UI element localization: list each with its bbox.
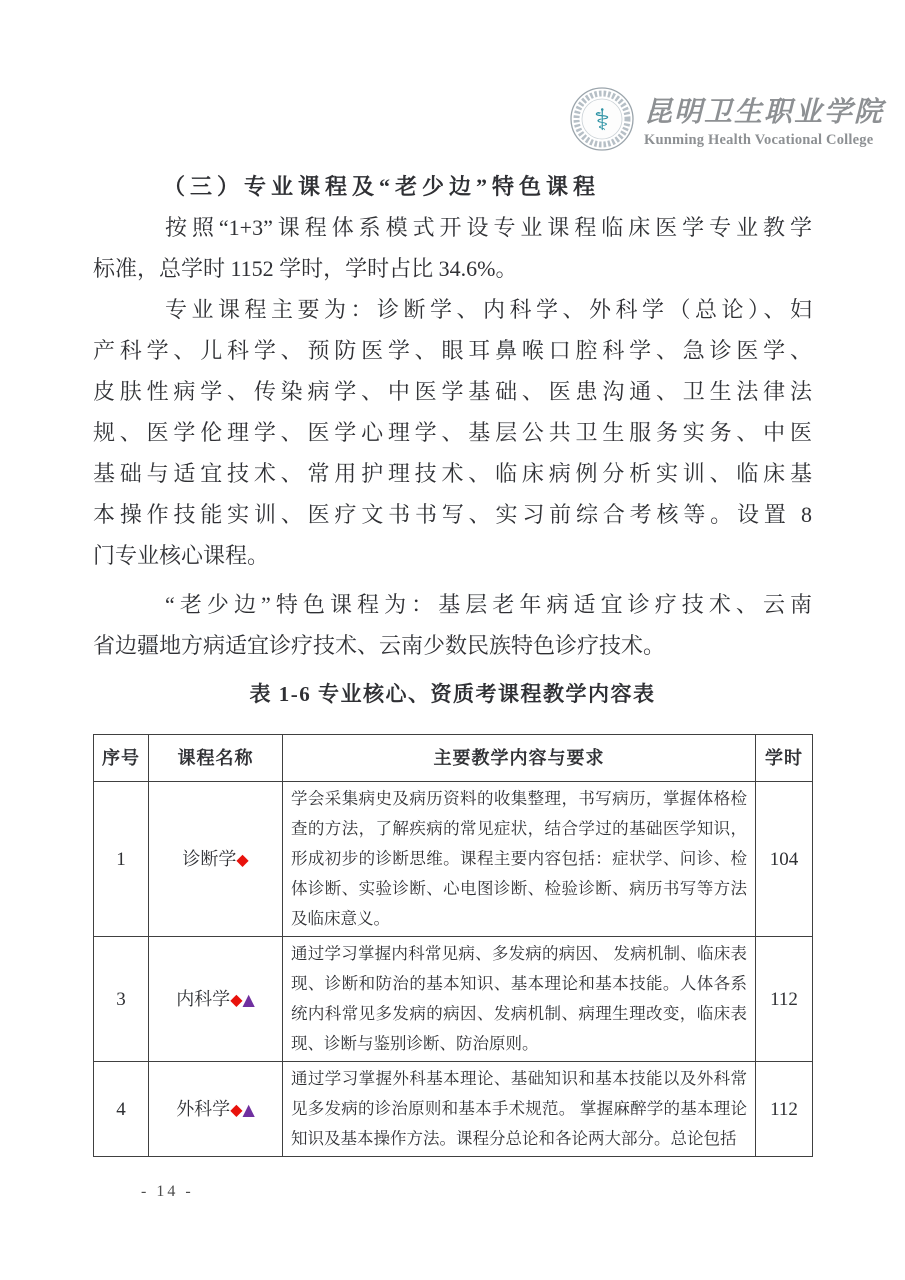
core-course-diamond-icon: ◆ — [236, 849, 249, 869]
paragraph-course-list: 专业课程主要为：诊断学、内科学、外科学（总论）、妇 产科学、儿科学、预防医学、眼耳鼻喉口腔科学、急诊医学、 皮肤性病学、传染病学、中医学基础、医患沟通、卫生法律法 规、医学伦理学、医学心理学、基层公共卫生服务实务、中医 基础与适宜技术、常用护理技术、临床病例分析实训、临床基 本操作技能实训、医疗文书书写、实习前综合考核等。设置 8 门专业核心课程。 — [93, 297, 812, 568]
table-row — [94, 782, 813, 937]
cell-content: 学会采集病史及病历资料的收集整理，书写病历，掌握体格检查的方法，了解疾病的常见症状，结合学过的基础医学知识，形成初步的诊断思维。课程主要内容包括：症状学、问诊、检体诊断、实验诊断、心电图诊断、检验诊断、病历书写等方法及临床意义。 — [283, 782, 756, 937]
cell-hours: 112 — [756, 1062, 813, 1157]
cell-course — [149, 1062, 283, 1157]
col-header-course: 课程名称 — [149, 735, 283, 782]
college-name-zh: 昆明卫生职业学院 — [644, 94, 885, 128]
document-body — [93, 166, 812, 1157]
core-course-diamond-icon: ◆ — [230, 1099, 243, 1119]
page-number: - 14 - — [141, 1183, 194, 1200]
col-header-seq: 序号 — [94, 735, 149, 782]
qualification-course-triangle-icon: ▲ — [242, 1099, 255, 1119]
course-name: 内科学 — [176, 988, 231, 1009]
qualification-course-triangle-icon: ▲ — [242, 989, 255, 1009]
core-course-diamond-icon: ◆ — [230, 989, 243, 1009]
col-header-hours: 学时 — [756, 735, 813, 782]
section-heading: （三）专业课程及“老少边”特色课程 — [163, 174, 601, 199]
cell-course — [149, 782, 283, 937]
table-row — [94, 1062, 813, 1157]
paragraph-special-courses: “老少边”特色课程为：基层老年病适宜诊疗技术、云南 省边疆地方病适宜诊疗技术、云南少数民族特色诊疗技术。 — [93, 592, 812, 658]
course-name: 外科学 — [176, 1098, 231, 1119]
college-seal-logo — [569, 86, 635, 152]
paragraph-course-system: 按照“1+3”课程体系模式开设专业课程临床医学专业教学 标准，总学时 1152 学时，学时占比 34.6%。 — [93, 215, 812, 281]
cell-content: 通过学习掌握外科基本理论、基础知识和基本技能以及外科常见多发病的诊治原则和基本手术规范。 掌握麻醉学的基本理论知识及基本操作方法。课程分总论和各论两大部分。总论包括 — [283, 1062, 756, 1157]
caduceus-icon: ⚕ — [593, 103, 611, 138]
table-header-row — [94, 735, 813, 782]
cell-seq: 4 — [94, 1062, 149, 1157]
cell-course — [149, 937, 283, 1062]
cell-hours: 112 — [756, 937, 813, 1062]
col-header-content: 主要教学内容与要求 — [283, 735, 756, 782]
cell-seq: 3 — [94, 937, 149, 1062]
course-content-table — [93, 734, 813, 1157]
cell-hours: 104 — [756, 782, 813, 937]
course-name: 诊断学 — [182, 848, 237, 869]
cell-seq: 1 — [94, 782, 149, 937]
college-name-en: Kunming Health Vocational College — [644, 131, 874, 148]
cell-content: 通过学习掌握内科常见病、多发病的病因、 发病机制、临床表现、诊断和防治的基本知识、基本理论和基本技能。人体各系统内科常见多发病的病因、发病机制、病理生理改变，临床表现、诊断与鉴别诊断、防治原则。 — [283, 937, 756, 1062]
college-name-block — [644, 90, 884, 149]
table-row — [94, 937, 813, 1062]
college-logo — [569, 86, 884, 152]
table-title: 表 1-6 专业核心、资质考课程教学内容表 — [249, 682, 656, 706]
